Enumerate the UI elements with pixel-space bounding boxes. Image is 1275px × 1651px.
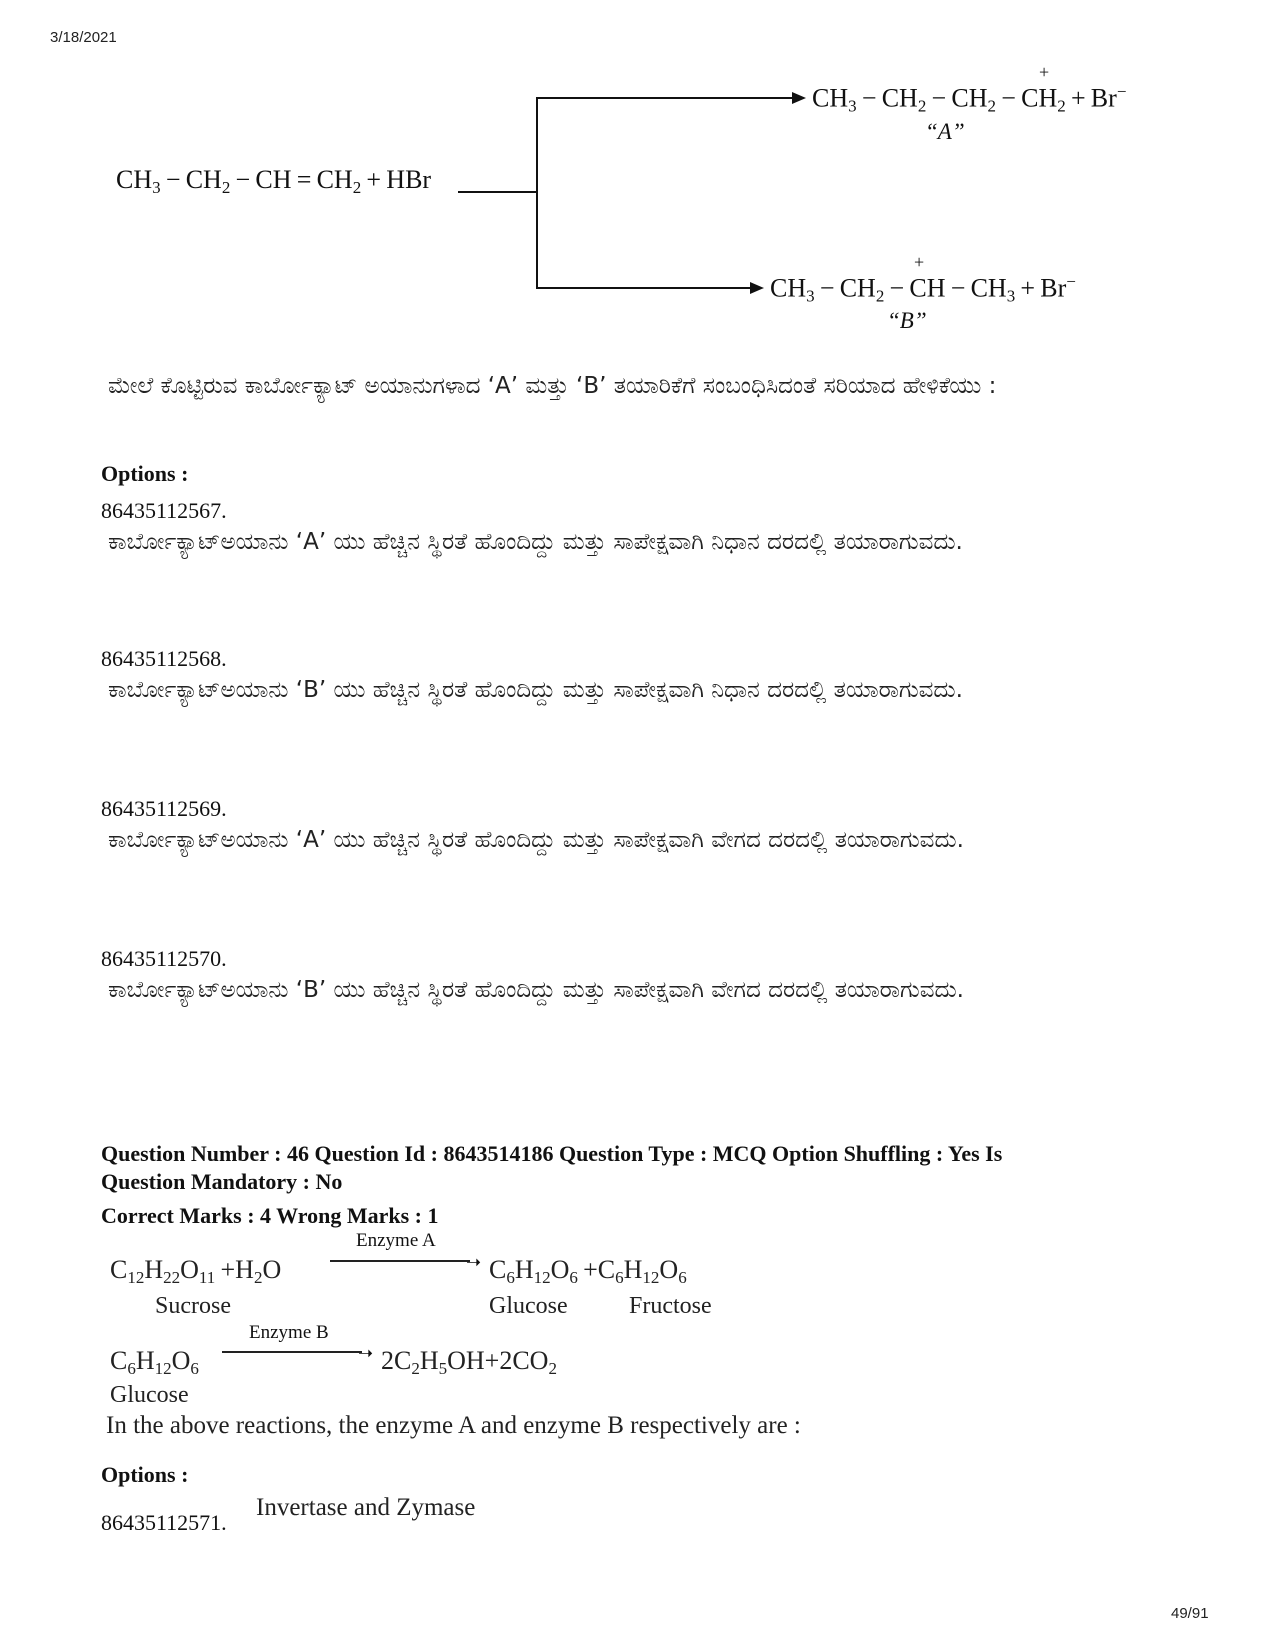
q45-option-1-id: 86435112567. — [101, 498, 227, 523]
print-date: 3/18/2021 — [50, 29, 117, 46]
arrow-b-shaft — [536, 287, 751, 289]
q46-options-label: Options : — [101, 1462, 189, 1487]
q45-option-4-text: ಕಾರ್ಬೋಕ್ಯಾಟ್ಅಯಾನು ‘B’ ಯು ಹೆಚ್ಚಿನ ಸ್ಥಿರತೆ ಹೊಂದಿದ್ದು ಮತ್ತು ಸಾಪೇಕ್ಷವಾಗಿ ವೇಗದ ದರದಲ್ಲಿ ತಯಾರಾಗುವದು. — [108, 977, 964, 1003]
eq2-name-glucose: Glucose — [110, 1382, 189, 1408]
q46-question-text: In the above reactions, the enzyme A and enzyme B respectively are : — [106, 1412, 801, 1439]
label-a: “A” — [925, 119, 965, 144]
carbocation-charge-b: + — [914, 252, 925, 272]
q45-option-2-id: 86435112568. — [101, 646, 227, 671]
enzyme-b-label: Enzyme B — [249, 1322, 329, 1343]
q45-option-1-text: ಕಾರ್ಬೋಕ್ಯಾಟ್ಅಯಾನು ‘A’ ಯು ಹೆಚ್ಚಿನ ಸ್ಥಿರತೆ ಹೊಂದಿದ್ದು ಮತ್ತು ಸಾಪೇಕ್ಷವಾಗಿ ನಿಧಾನ ದರದಲ್ಲಿ ತಯಾರಾಗುವದು. — [108, 529, 963, 555]
reaction-diagram — [0, 0, 1275, 340]
enzyme-a-label: Enzyme A — [356, 1230, 436, 1251]
enzyme-equation-2 — [0, 1322, 800, 1408]
q46-meta-line-2: Question Mandatory : No — [101, 1169, 343, 1194]
arrow-a-head — [792, 92, 806, 104]
eq1-name-sucrose: Sucrose — [155, 1293, 231, 1319]
q46-option-1-id: 86435112571. — [101, 1510, 227, 1535]
eq2-arrow-shaft — [222, 1351, 362, 1353]
q46-marks: Correct Marks : 4 Wrong Marks : 1 — [101, 1203, 439, 1228]
eq2-arrow-head: ➝ — [358, 1343, 374, 1363]
product-a-formula: $CH_3 - CH_2 - CH_2 - CH_2 + Br^-$ — [812, 82, 1127, 116]
q45-option-2-text: ಕಾರ್ಬೋಕ್ಯಾಟ್ಅಯಾನು ‘B’ ಯು ಹೆಚ್ಚಿನ ಸ್ಥಿರತೆ ಹೊಂದಿದ್ದು ಮತ್ತು ಸಾಪೇಕ್ಷವಾಗಿ ನಿಧಾನ ದರದಲ್ಲಿ ತಯಾರಾಗುವದು. — [108, 677, 963, 703]
eq1-arrow-shaft — [330, 1260, 470, 1262]
q45-question-text: ಮೇಲೆ ಕೊಟ್ಟಿರುವ ಕಾರ್ಬೋಕ್ಯಾಟ್ ಅಯಾನುಗಳಾದ ‘A’ ಮತ್ತು ‘B’ ತಯಾರಿಕೆಗೆ ಸಂಬಂಧಿಸಿದಂತೆ ಸರಿಯಾದ ಹೇಳಿಕೆಯು : — [108, 373, 997, 399]
q45-option-3-text: ಕಾರ್ಬೋಕ್ಯಾಟ್ಅಯಾನು ‘A’ ಯು ಹೆಚ್ಚಿನ ಸ್ಥಿರತೆ ಹೊಂದಿದ್ದು ಮತ್ತು ಸಾಪೇಕ್ಷವಾಗಿ ವೇಗದ ದರದಲ್ಲಿ ತಯಾರಾಗುವದು. — [108, 827, 964, 853]
enzyme-equation-1 — [0, 1230, 800, 1319]
eq2-lhs: $C_6H_{12}O_6$ — [110, 1346, 199, 1378]
q45-option-4-id: 86435112570. — [101, 946, 227, 971]
branch-line — [458, 191, 537, 193]
q46-option-1-text: Invertase and Zymase — [256, 1494, 476, 1521]
q45-options-label: Options : — [101, 461, 189, 486]
eq1-arrow-head: ➝ — [466, 1252, 482, 1272]
eq1-lhs: $C_{12}H_{22}O_{11} +H_2O$ — [110, 1255, 282, 1287]
q46-meta-line-1: Question Number : 46 Question Id : 8643514186 Question Type : MCQ Option Shuffling : Yes Is — [101, 1141, 1003, 1166]
eq2-rhs: $2C_2H_5OH+2CO_2$ — [381, 1346, 557, 1378]
eq1-name-glucose: Glucose — [489, 1293, 568, 1319]
eq1-name-fructose: Fructose — [629, 1293, 712, 1319]
reactant-formula: $CH_3 - CH_2$ − CH = $CH_2$ + HBr — [116, 165, 432, 197]
page-number: 49/91 — [1171, 1605, 1209, 1622]
product-b-formula: $CH_3 - CH_2$ − CH − $CH_3 + Br^-$ — [770, 272, 1076, 306]
arrow-b-head — [750, 282, 764, 294]
arrow-a-shaft — [536, 97, 793, 99]
q45-option-3-id: 86435112569. — [101, 796, 227, 821]
eq1-rhs: $C_6H_{12}O_6 +C_6H_{12}O_6$ — [489, 1255, 687, 1287]
carbocation-charge-a: + — [1039, 62, 1050, 82]
label-b: “B” — [887, 308, 927, 333]
branch-vertical — [536, 97, 538, 288]
